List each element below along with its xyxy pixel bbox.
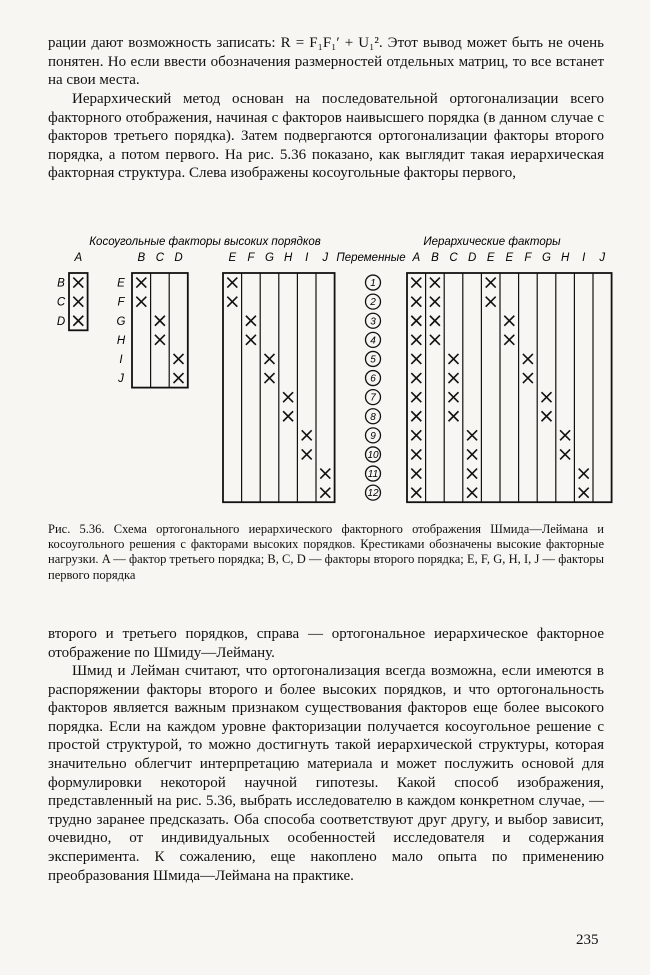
- hierarchical-col-label: E: [486, 252, 495, 264]
- hierarchical-cross: [560, 449, 570, 459]
- hierarchical-cross: [411, 335, 421, 345]
- hierarchical-cross: [467, 488, 477, 498]
- variable-number: 3: [370, 316, 376, 328]
- first-order-cross: [246, 316, 256, 326]
- hierarchical-col-label: I: [582, 252, 586, 264]
- hierarchical-cross: [467, 449, 477, 459]
- first-order-cross: [246, 335, 256, 345]
- page-number: 235: [576, 932, 599, 948]
- second-order-row-label: J: [118, 373, 124, 386]
- hierarchical-cross: [430, 278, 440, 288]
- first-order-cross: [227, 278, 237, 288]
- third-order-cross: [73, 278, 83, 288]
- header-oblique-factors: Косоугольные факторы высоких порядков: [89, 236, 321, 248]
- hierarchical-cross: [504, 335, 514, 345]
- first-order-cross: [320, 469, 330, 479]
- hierarchical-cross: [411, 469, 421, 479]
- hierarchical-cross: [411, 411, 421, 421]
- figure-5-36: [0, 228, 650, 518]
- first-order-cross: [227, 297, 237, 307]
- hierarchical-cross: [542, 392, 552, 402]
- second-order-col-label: C: [155, 252, 165, 264]
- second-order-cross: [155, 316, 165, 326]
- first-order-cross: [283, 411, 293, 421]
- second-order-row-label: I: [119, 353, 123, 366]
- hierarchical-cross: [411, 297, 421, 307]
- paragraph-3: второго и третьего порядков, справа — ортогональное иерархическое факторное отображение по Шмиду—Лейману.: [48, 626, 604, 661]
- second-order-row-label: E: [117, 277, 125, 290]
- hierarchical-grid-frame: [407, 273, 612, 502]
- hierarchical-cross: [411, 278, 421, 288]
- hierarchical-cross: [449, 411, 459, 421]
- first-order-col-label: H: [283, 252, 293, 264]
- second-order-cross: [136, 297, 146, 307]
- hierarchical-cross: [560, 430, 570, 440]
- second-order-cross: [174, 373, 184, 383]
- variable-number: 6: [370, 373, 376, 385]
- second-order-row-label: F: [117, 296, 125, 309]
- hierarchical-cross: [542, 411, 552, 421]
- hierarchical-cross: [449, 373, 459, 383]
- second-order-row-label: G: [116, 315, 126, 328]
- figure-caption: Рис. 5.36. Схема ортогонального иерархического факторного отображения Шмида—Леймана и косоугольного решения с факторами высоких порядков. Крестиками обозначены высокие факторные нагрузки. A — фактор третьего порядка; B, C, D — факторы второго порядка; E, F, G, H, I, J — факторы первого порядка: [48, 522, 604, 582]
- third-order-row-label: D: [56, 315, 66, 328]
- hierarchical-col-label: B: [431, 252, 439, 264]
- hierarchical-col-label: E: [505, 252, 514, 264]
- second-order-cross: [174, 354, 184, 364]
- second-order-cross: [136, 278, 146, 288]
- variable-number: 12: [367, 488, 379, 500]
- variable-number: 7: [370, 392, 376, 404]
- hierarchical-cross: [579, 469, 589, 479]
- hierarchical-cross: [411, 449, 421, 459]
- paragraph-4: Шмид и Лейман считают, что ортогонализация всегда возможна, если имеются в распоряжении факторы второго и более высоких порядков, и что ортогональность факторов является важным признаком существования факторов еще более высокого порядка. Если на каждом уровне факторизации получается косоугольное решение с простой структурой, то можно достигнуть такой иерархической структуры, которая значительно облегчит интерпретацию материала и может послужить основой для формулировки некоторой научной гипотезы. Какой способ изображения, представленный на рис. 5.36, выбрать исследователю в каждом конкретном случае, — трудно заранее предсказать. Оба способа соответствуют друг другу, и выбор зависит, очевидно, от индивидуальных особенностей исследователя и содержания эксперимента. К сожалению, еще накоплено мало опыта по применению преобразования Шмида—Леймана на практике.: [48, 663, 604, 884]
- first-order-cross: [302, 430, 312, 440]
- hierarchical-col-label: A: [412, 252, 421, 264]
- variable-number: 9: [370, 430, 376, 442]
- third-order-row-label: C: [56, 296, 66, 309]
- variable-number: 5: [370, 354, 376, 366]
- hierarchical-col-label: G: [542, 252, 551, 264]
- header-variables: Переменные: [336, 252, 406, 264]
- second-order-row-label: H: [116, 334, 126, 347]
- third-order-cross: [73, 316, 83, 326]
- hierarchical-cross: [579, 488, 589, 498]
- hierarchical-cross: [430, 316, 440, 326]
- variable-number: 1: [370, 278, 376, 290]
- header-hierarchical-factors: Иерархические факторы: [423, 236, 561, 248]
- variable-number: 2: [370, 297, 376, 309]
- hierarchical-col-label: C: [449, 252, 458, 264]
- third-order-col-label: A: [74, 252, 83, 264]
- hierarchical-cross: [486, 278, 496, 288]
- variable-number: 11: [367, 469, 379, 481]
- first-order-cross: [320, 488, 330, 498]
- first-order-col-label: J: [322, 252, 329, 264]
- first-order-cross: [265, 354, 275, 364]
- second-order-cross: [155, 335, 165, 345]
- hierarchical-cross: [523, 373, 533, 383]
- hierarchical-cross: [430, 297, 440, 307]
- hierarchical-cross: [430, 335, 440, 345]
- hierarchical-cross: [411, 373, 421, 383]
- hierarchical-col-label: D: [467, 252, 477, 264]
- first-order-cross: [302, 449, 312, 459]
- hierarchical-col-label: J: [599, 252, 606, 264]
- first-order-cross: [265, 373, 275, 383]
- hierarchical-cross: [411, 430, 421, 440]
- second-order-grid-frame: [132, 273, 188, 388]
- first-order-col-label: I: [305, 252, 309, 264]
- hierarchical-col-label: F: [524, 252, 532, 264]
- third-order-cross: [73, 297, 83, 307]
- variable-number: 10: [367, 449, 379, 461]
- first-order-col-label: E: [228, 252, 237, 264]
- hierarchical-cross: [467, 469, 477, 479]
- second-order-col-label: D: [174, 252, 183, 264]
- paragraph-2: Иерархический метод основан на последовательной ортогонализации всего факторного отображения, начиная с факторов наивысшего порядка (в данном случае с факторов третьего порядка). Затем подвергаются ортогонализации факторы второго порядка, а потом первого. На рис. 5.36 показано, как выглядит такая иерархическая факторная структура. Слева изображены косоугольные факторы первого,: [48, 91, 604, 182]
- first-order-cross: [283, 392, 293, 402]
- hierarchical-cross: [411, 354, 421, 364]
- third-order-row-label: B: [57, 277, 65, 290]
- second-order-col-label: B: [137, 252, 146, 264]
- variable-number: 4: [370, 335, 376, 347]
- paragraph-1: рации дают возможность записать: R = F₁F₁′ + U₁². Этот вывод может быть не очень понятен. Но если ввести обозначения размерностей отдельных матриц, то все встанет на свои места.: [48, 35, 604, 89]
- variable-number: 8: [370, 411, 376, 423]
- hierarchical-cross: [467, 430, 477, 440]
- hierarchical-cross: [449, 392, 459, 402]
- hierarchical-cross: [504, 316, 514, 326]
- hierarchical-cross: [411, 488, 421, 498]
- hierarchical-cross: [411, 316, 421, 326]
- hierarchical-col-label: H: [560, 252, 570, 264]
- first-order-col-label: G: [265, 252, 274, 264]
- hierarchical-cross: [523, 354, 533, 364]
- first-order-col-label: F: [247, 252, 255, 264]
- hierarchical-cross: [411, 392, 421, 402]
- hierarchical-cross: [449, 354, 459, 364]
- hierarchical-cross: [486, 297, 496, 307]
